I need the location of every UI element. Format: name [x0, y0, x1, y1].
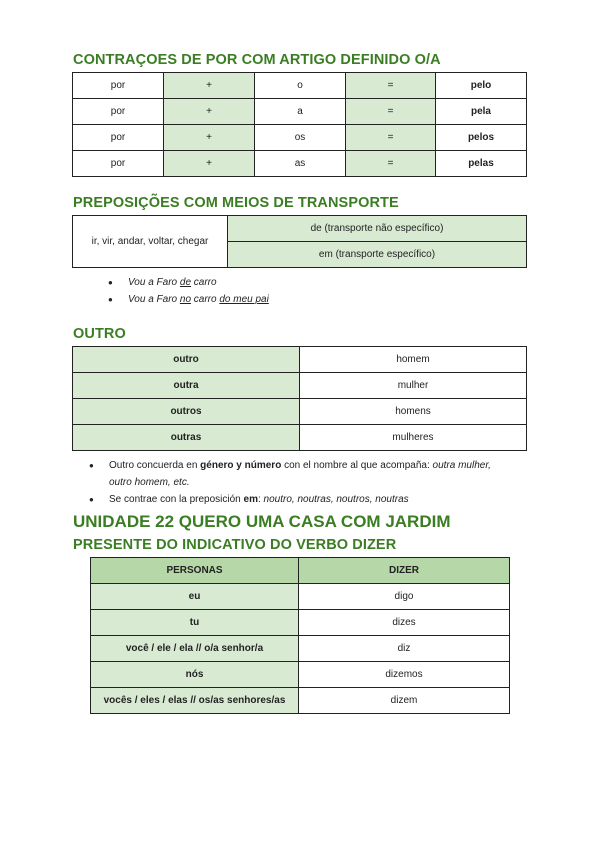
cell-person: vocês / eles / elas // os/as senhores/as [91, 688, 299, 714]
dizer-table [90, 557, 510, 714]
cell-article: as [255, 151, 346, 177]
cell-verbs: ir, vir, andar, voltar, chegar [73, 216, 228, 268]
note-text: Se contrae con la preposición [109, 494, 244, 505]
cell-person: eu [91, 584, 299, 610]
example-text: Vou a Faro [128, 277, 180, 288]
cell-verb-form: dizem [299, 688, 510, 714]
cell-por: por [73, 73, 164, 99]
note-bold: género y número [200, 460, 282, 471]
header-personas: PERSONAS [91, 558, 299, 584]
example-underline: do meu pai [219, 294, 269, 305]
table-row [73, 99, 527, 125]
cell-equals: = [346, 73, 436, 99]
note-italic: noutro, noutras, noutros, noutras [263, 494, 409, 505]
section-title-por: CONTRAÇOES DE POR COM ARTIGO DEFINIDO O/A [73, 52, 441, 68]
cell-noun: homens [300, 399, 527, 425]
list-item [73, 491, 513, 508]
list-item [92, 274, 522, 291]
transporte-table [72, 215, 527, 268]
cell-result: pela [436, 99, 527, 125]
note-bold: em [243, 494, 258, 505]
cell-outro-form: outra [73, 373, 300, 399]
cell-option-em: em (transporte específico) [228, 242, 527, 268]
example-underline: de [179, 277, 192, 288]
cell-outro-form: outros [73, 399, 300, 425]
table-row [91, 636, 510, 662]
table-row [73, 125, 527, 151]
cell-article: os [255, 125, 346, 151]
cell-por: por [73, 99, 164, 125]
cell-noun: mulher [300, 373, 527, 399]
cell-plus: + [164, 99, 255, 125]
table-row [73, 373, 527, 399]
cell-por: por [73, 125, 164, 151]
cell-person: tu [91, 610, 299, 636]
cell-equals: = [346, 125, 436, 151]
cell-result: pelo [436, 73, 527, 99]
example-text: carro [191, 294, 220, 305]
cell-por: por [73, 151, 164, 177]
note-text: : [257, 494, 264, 505]
list-item [92, 291, 522, 308]
cell-person: nós [91, 662, 299, 688]
cell-verb-form: dizes [299, 610, 510, 636]
cell-verb-form: dizemos [299, 662, 510, 688]
cell-verb-form: digo [299, 584, 510, 610]
cell-result: pelos [436, 125, 527, 151]
cell-article: o [255, 73, 346, 99]
example-underline: no [179, 294, 192, 305]
cell-plus: + [164, 73, 255, 99]
table-row [91, 688, 510, 714]
table-row [73, 73, 527, 99]
cell-person: você / ele / ela // o/a senhor/a [91, 636, 299, 662]
cell-noun: mulheres [300, 425, 527, 451]
cell-option-de: de (transporte não específico) [228, 216, 527, 242]
table-row [73, 151, 527, 177]
header-dizer: DIZER [299, 558, 510, 584]
note-italic: outra mulher, outro homem, etc. [109, 460, 491, 488]
table-row [73, 425, 527, 451]
table-header-row [91, 558, 510, 584]
list-item [73, 457, 513, 491]
cell-outro-form: outras [73, 425, 300, 451]
table-row [91, 662, 510, 688]
table-row [91, 610, 510, 636]
cell-result: pelas [436, 151, 527, 177]
note-text: Outro concuerda en [109, 460, 201, 471]
cell-noun: homem [300, 347, 527, 373]
note-text: con el nombre al que acompaña: [281, 460, 433, 471]
cell-plus: + [164, 151, 255, 177]
section-title-outro: OUTRO [73, 326, 126, 342]
table-row [73, 399, 527, 425]
por-contraction-table [72, 72, 527, 177]
example-text: Vou a Faro [128, 294, 180, 305]
cell-verb-form: diz [299, 636, 510, 662]
outro-table [72, 346, 527, 451]
cell-equals: = [346, 151, 436, 177]
outro-notes [73, 457, 513, 508]
unit-title: UNIDADE 22 QUERO UMA CASA COM JARDIM [73, 512, 451, 531]
table-row [73, 216, 527, 242]
cell-article: a [255, 99, 346, 125]
example-text: carro [191, 277, 217, 288]
table-row [91, 584, 510, 610]
cell-equals: = [346, 99, 436, 125]
section-title-dizer: PRESENTE DO INDICATIVO DO VERBO DIZER [73, 537, 397, 553]
transporte-examples [92, 274, 522, 308]
cell-outro-form: outro [73, 347, 300, 373]
section-title-transporte: PREPOSIÇÕES COM MEIOS DE TRANSPORTE [73, 195, 399, 211]
table-row [73, 347, 527, 373]
cell-plus: + [164, 125, 255, 151]
